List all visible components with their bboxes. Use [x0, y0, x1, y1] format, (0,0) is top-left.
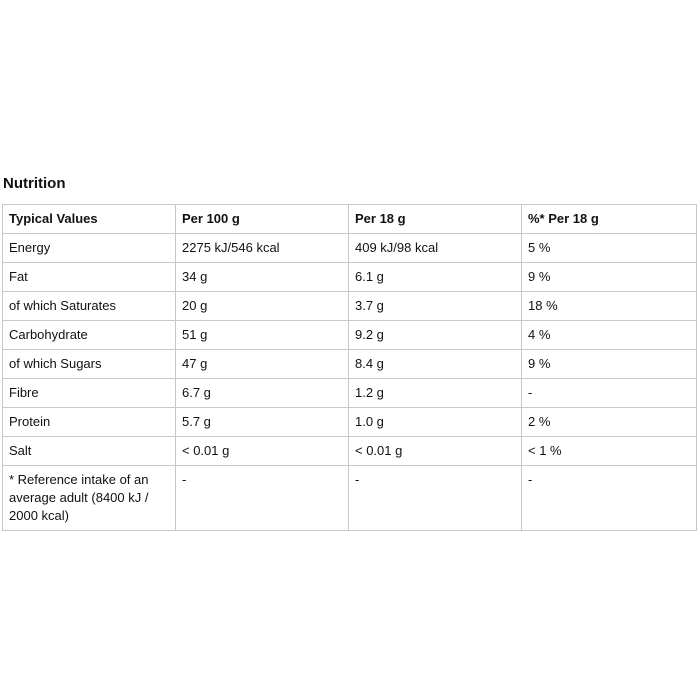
- table-row-fat: [3, 263, 697, 292]
- nutrition-table: [2, 204, 697, 531]
- table-cell: Fat: [3, 263, 176, 292]
- table-cell: 409 kJ/98 kcal: [349, 234, 522, 263]
- table-row-protein: [3, 408, 697, 437]
- table-cell: 9.2 g: [349, 321, 522, 350]
- page-title: Nutrition: [3, 175, 66, 192]
- table-cell: < 1 %: [522, 437, 697, 466]
- table-row-salt: [3, 437, 697, 466]
- table-cell: 9 %: [522, 350, 697, 379]
- table-cell: 3.7 g: [349, 292, 522, 321]
- table-cell: 4 %: [522, 321, 697, 350]
- table-cell: of which Saturates: [3, 292, 176, 321]
- table-cell: 6.1 g: [349, 263, 522, 292]
- table-cell: 8.4 g: [349, 350, 522, 379]
- table-cell: 18 %: [522, 292, 697, 321]
- column-header-per-100g: Per 100 g: [176, 205, 349, 234]
- table-row-sugars: [3, 350, 697, 379]
- table-row-saturates: [3, 292, 697, 321]
- table-cell: 5.7 g: [176, 408, 349, 437]
- table-cell: 2 %: [522, 408, 697, 437]
- table-cell: 34 g: [176, 263, 349, 292]
- column-header-percent-per-18g: %* Per 18 g: [522, 205, 697, 234]
- table-row-energy: [3, 234, 697, 263]
- table-cell: 6.7 g: [176, 379, 349, 408]
- table-cell: 1.2 g: [349, 379, 522, 408]
- table-row-fibre: [3, 379, 697, 408]
- table-cell: Carbohydrate: [3, 321, 176, 350]
- table-cell: -: [522, 379, 697, 408]
- table-cell: -: [349, 466, 522, 531]
- table-header-row: [3, 205, 697, 234]
- table-cell: -: [522, 466, 697, 531]
- table-cell: Energy: [3, 234, 176, 263]
- table-cell: 20 g: [176, 292, 349, 321]
- table-cell: Salt: [3, 437, 176, 466]
- table-cell: 2275 kJ/546 kcal: [176, 234, 349, 263]
- reference-intake-note: * Reference intake of an average adult (8400 kJ / 2000 kcal): [3, 466, 176, 531]
- column-header-per-18g: Per 18 g: [349, 205, 522, 234]
- table-cell: Protein: [3, 408, 176, 437]
- table-cell: 47 g: [176, 350, 349, 379]
- table-cell: -: [176, 466, 349, 531]
- table-cell: 9 %: [522, 263, 697, 292]
- table-row-carbohydrate: [3, 321, 697, 350]
- table-row-reference-intake: [3, 466, 697, 531]
- table-cell: 51 g: [176, 321, 349, 350]
- table-cell: < 0.01 g: [176, 437, 349, 466]
- table-cell: 1.0 g: [349, 408, 522, 437]
- table-cell: 5 %: [522, 234, 697, 263]
- table-cell: < 0.01 g: [349, 437, 522, 466]
- table-cell: of which Sugars: [3, 350, 176, 379]
- column-header-typical-values: Typical Values: [3, 205, 176, 234]
- table-cell: Fibre: [3, 379, 176, 408]
